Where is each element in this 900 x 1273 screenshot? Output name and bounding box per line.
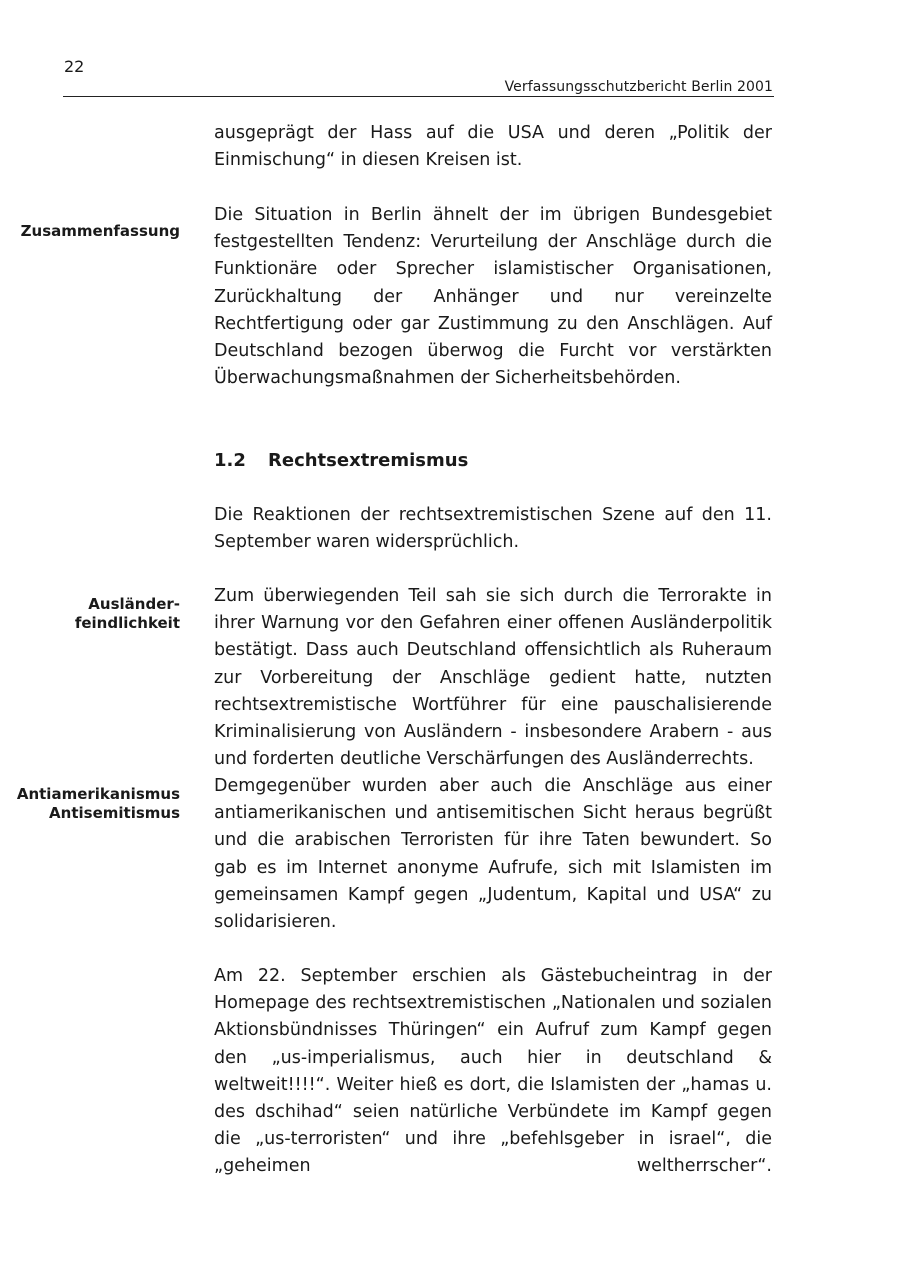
- section-number: 1.2: [214, 450, 246, 471]
- header-rule: [63, 96, 774, 97]
- marginal-text: Zusammenfassung: [20, 222, 180, 240]
- marginal-line: Ausländer-: [88, 595, 180, 613]
- paragraph-5: Demgegenüber wurden aber auch die Anschläge aus einer antiamerikanischen und antisemitischen Sicht heraus begrüßt und die arabischen Terroristen für ihre Taten bewundert. So gab es im Internet anonyme Aufrufe, sich mit Islamisten im gemeinsamen Kampf gegen „Judentum, Kapital und USA“ zu solidarisieren.: [214, 776, 772, 933]
- paragraph-6: Am 22. September erschien als Gästebucheintrag in der Homepage des rechtsextremistischen „Nationalen und sozialen Aktionsbündnisses Thüringen“ ein Aufruf zum Kampf gegen den „us-imperialismus, auch hier in deutschland & weltweit!!!!“. Weiter hieß es dort, die Islamisten der „hamas u. des dschihad“ seien natürliche Verbündete im Kampf gegen die „us-terroristen“ und ihre „befehlsgeber in israel“, die „geheimen weltherrscher“.: [214, 966, 772, 1177]
- paragraph-3: Die Reaktionen der rechtsextremistischen Szene auf den 11. September waren widersprüchlich.: [214, 505, 772, 553]
- marginal-auslaenderfeindlichkeit: [0, 595, 180, 633]
- running-header: Verfassungsschutzbericht Berlin 2001: [504, 79, 773, 95]
- marginal-zusammenfassung: [0, 222, 180, 241]
- section-title: Rechtsextremismus: [268, 450, 469, 471]
- page-number: 22: [64, 57, 85, 76]
- marginal-antiamerikanismus: [0, 785, 180, 823]
- paragraph-2: Die Situation in Berlin ähnelt der im übrigen Bundesgebiet festgestellten Tendenz: Verurteilung der Anschläge durch die Funktionäre oder Sprecher islamistischer Organisationen, Zurückhaltung der Anhänger und nur vereinzelte Rechtfertigung oder gar Zustimmung zu den Anschlägen. Auf Deutschland bezogen überwog die Furcht vor verstärkten Überwachungsmaßnahmen der Sicherheitsbehörden.: [214, 205, 772, 389]
- paragraph-4: Zum überwiegenden Teil sah sie sich durch die Terrorakte in ihrer Warnung vor den Gefahren einer offenen Ausländerpolitik bestätigt. Dass auch Deutschland offensichtlich als Ruheraum zur Vorbereitung der Anschläge gedient hatte, nutzten rechtsextremistische Wortführer für eine pauschalisierende Kriminalisierung von Ausländern - insbesondere Arabern - aus und forderten deutliche Verschärfungen des Ausländerrechts.: [214, 586, 772, 770]
- section-heading: [214, 448, 468, 474]
- marginal-line: feindlichkeit: [74, 614, 180, 632]
- marginal-line: Antiamerikanismus: [16, 785, 180, 803]
- marginal-line: Antisemitismus: [49, 804, 180, 822]
- paragraph-1: ausgeprägt der Hass auf die USA und deren „Politik der Einmischung“ in diesen Kreisen ist.: [214, 123, 772, 171]
